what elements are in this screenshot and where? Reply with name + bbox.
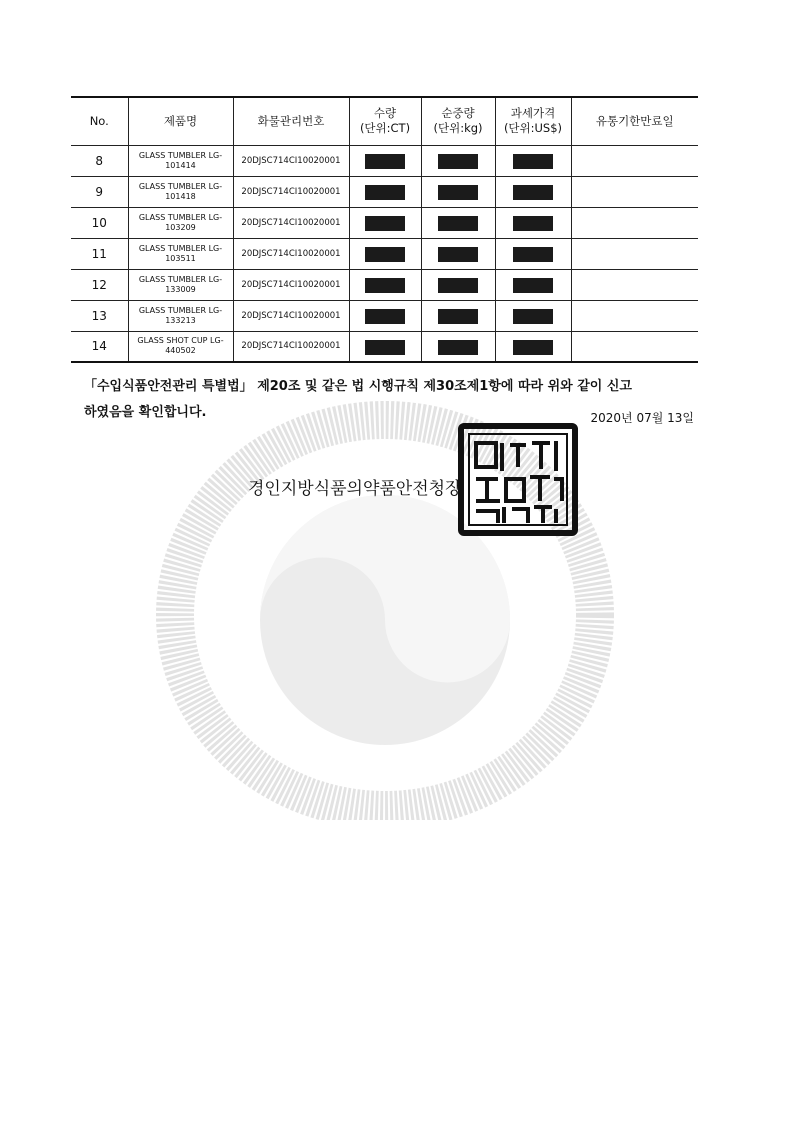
header-quantity: 수량 (단위:CT) bbox=[349, 97, 421, 145]
row-cargo-number: 20DJSC714CI10020001 bbox=[233, 176, 349, 207]
row-quantity bbox=[349, 331, 421, 362]
redaction-bar bbox=[438, 278, 478, 293]
row-expiry-date bbox=[571, 300, 698, 331]
header-product-name: 제품명 bbox=[128, 97, 233, 145]
redaction-bar bbox=[365, 340, 405, 355]
row-no: 14 bbox=[71, 331, 128, 362]
issuing-authority: 경인지방식품의약품안전청장 bbox=[248, 479, 462, 499]
row-product-name: GLASS TUMBLER LG- 103511 bbox=[128, 238, 233, 269]
redaction-bar bbox=[438, 154, 478, 169]
redaction-bar bbox=[438, 216, 478, 231]
row-taxable-value bbox=[495, 145, 571, 176]
row-cargo-number: 20DJSC714CI10020001 bbox=[233, 269, 349, 300]
redaction-bar bbox=[513, 309, 553, 324]
row-product-name: GLASS TUMBLER LG- 101418 bbox=[128, 176, 233, 207]
statement-line-2: 하였음을 확인합니다. bbox=[84, 405, 207, 420]
row-quantity bbox=[349, 207, 421, 238]
row-quantity bbox=[349, 238, 421, 269]
table-row bbox=[71, 300, 698, 331]
row-no: 13 bbox=[71, 300, 128, 331]
statement-line-1: 「수입식품안전관리 특별법」 제20조 및 같은 법 시행규칙 제30조제1항에 따라 위와 같이 신고 bbox=[84, 379, 632, 394]
row-taxable-value bbox=[495, 238, 571, 269]
row-cargo-number: 20DJSC714CI10020001 bbox=[233, 300, 349, 331]
row-net-weight bbox=[421, 145, 495, 176]
row-expiry-date bbox=[571, 238, 698, 269]
row-no: 9 bbox=[71, 176, 128, 207]
redaction-bar bbox=[365, 154, 405, 169]
row-cargo-number: 20DJSC714CI10020001 bbox=[233, 331, 349, 362]
row-taxable-value bbox=[495, 331, 571, 362]
header-net-weight: 순중량 (단위:kg) bbox=[421, 97, 495, 145]
redaction-bar bbox=[365, 185, 405, 200]
redaction-bar bbox=[365, 309, 405, 324]
row-expiry-date bbox=[571, 331, 698, 362]
redaction-bar bbox=[438, 247, 478, 262]
row-no: 10 bbox=[71, 207, 128, 238]
redaction-bar bbox=[513, 216, 553, 231]
row-quantity bbox=[349, 269, 421, 300]
row-cargo-number: 20DJSC714CI10020001 bbox=[233, 238, 349, 269]
issue-date: 2020년 07월 13일 bbox=[590, 411, 694, 425]
row-taxable-value bbox=[495, 300, 571, 331]
redaction-bar bbox=[513, 154, 553, 169]
row-taxable-value bbox=[495, 207, 571, 238]
table-row bbox=[71, 238, 698, 269]
table-row bbox=[71, 145, 698, 176]
header-cargo-number: 화물관리번호 bbox=[233, 97, 349, 145]
row-net-weight bbox=[421, 238, 495, 269]
import-declaration-table bbox=[71, 96, 698, 363]
row-no: 8 bbox=[71, 145, 128, 176]
redaction-bar bbox=[365, 278, 405, 293]
redaction-bar bbox=[513, 185, 553, 200]
row-expiry-date bbox=[571, 176, 698, 207]
row-product-name: GLASS SHOT CUP LG- 440502 bbox=[128, 331, 233, 362]
redaction-bar bbox=[365, 216, 405, 231]
row-expiry-date bbox=[571, 207, 698, 238]
redaction-bar bbox=[513, 247, 553, 262]
header-taxable-value: 과세가격 (단위:US$) bbox=[495, 97, 571, 145]
row-expiry-date bbox=[571, 145, 698, 176]
row-quantity bbox=[349, 145, 421, 176]
row-product-name: GLASS TUMBLER LG- 103209 bbox=[128, 207, 233, 238]
row-net-weight bbox=[421, 176, 495, 207]
table-row bbox=[71, 207, 698, 238]
row-quantity bbox=[349, 176, 421, 207]
redaction-bar bbox=[513, 278, 553, 293]
table-header-row bbox=[71, 97, 698, 145]
row-expiry-date bbox=[571, 269, 698, 300]
row-product-name: GLASS TUMBLER LG- 101414 bbox=[128, 145, 233, 176]
row-cargo-number: 20DJSC714CI10020001 bbox=[233, 207, 349, 238]
row-cargo-number: 20DJSC714CI10020001 bbox=[233, 145, 349, 176]
row-product-name: GLASS TUMBLER LG- 133213 bbox=[128, 300, 233, 331]
redaction-bar bbox=[438, 309, 478, 324]
row-net-weight bbox=[421, 207, 495, 238]
row-no: 12 bbox=[71, 269, 128, 300]
row-net-weight bbox=[421, 269, 495, 300]
header-expiry-date: 유통기한만료일 bbox=[571, 97, 698, 145]
header-no: No. bbox=[71, 97, 128, 145]
row-taxable-value bbox=[495, 176, 571, 207]
redaction-bar bbox=[438, 340, 478, 355]
row-net-weight bbox=[421, 331, 495, 362]
table-row bbox=[71, 176, 698, 207]
row-taxable-value bbox=[495, 269, 571, 300]
row-no: 11 bbox=[71, 238, 128, 269]
redaction-bar bbox=[438, 185, 478, 200]
redaction-bar bbox=[513, 340, 553, 355]
redaction-bar bbox=[365, 247, 405, 262]
row-quantity bbox=[349, 300, 421, 331]
row-product-name: GLASS TUMBLER LG- 133009 bbox=[128, 269, 233, 300]
table-row bbox=[71, 331, 698, 362]
official-seal-stamp bbox=[458, 423, 578, 536]
table-row bbox=[71, 269, 698, 300]
row-net-weight bbox=[421, 300, 495, 331]
